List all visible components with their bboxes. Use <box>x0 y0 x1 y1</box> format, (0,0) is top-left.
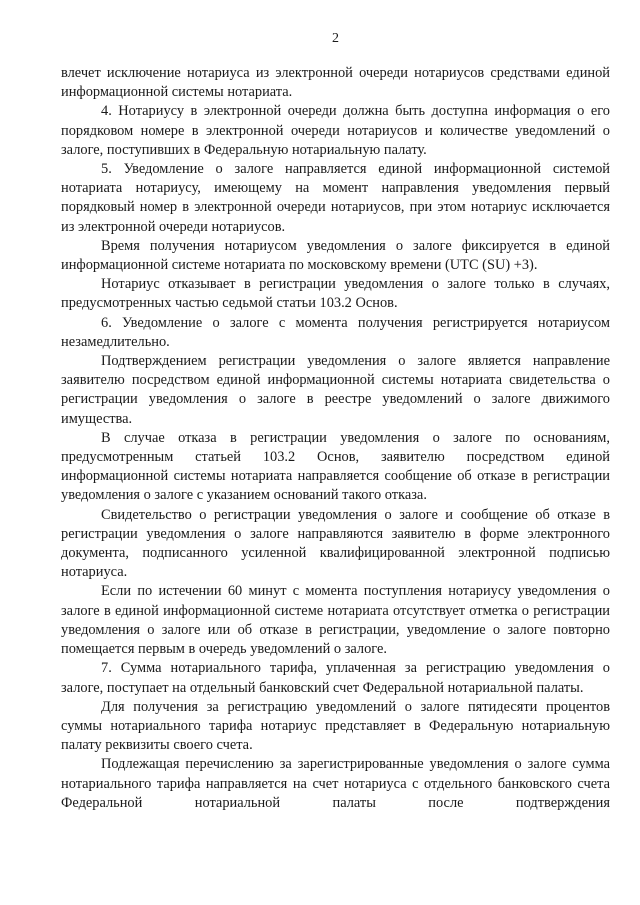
paragraph: Для получения за регистрацию уведомлений о залоге пятидесяти процентов суммы нотариального тарифа нотариус представляет в Федеральную нотариальную палату реквизиты своего счета. <box>61 698 610 754</box>
paragraph: 4. Нотариусу в электронной очереди должна быть доступна информация о его порядковом номере в электронной очереди нотариусов и количестве уведомлений о залоге, поступивших в Федеральную нотариальную палату. <box>61 103 610 158</box>
paragraph: Нотариус отказывает в регистрации уведомления о залоге только в случаях, предусмотренных частью седьмой статьи 103.2 Основ. <box>61 276 610 312</box>
page-number: 2 <box>332 31 339 46</box>
paragraph: Подтверждением регистрации уведомления о залоге является направление заявителю посредством единой информационной системы нотариата свидетельства о регистрации уведомления о залоге в реестре уведомлений о залоге движимого имущества. <box>61 353 610 427</box>
document-body <box>61 64 610 813</box>
paragraph: Время получения нотариусом уведомления о залоге фиксируется в единой информационной системе нотариата по московскому времени (UTC (SU) +3). <box>61 237 610 274</box>
paragraph: Если по истечении 60 минут с момента поступления нотариусу уведомления о залоге в единой информационной системе нотариата отсутствует отметка о регистрации уведомления о залоге или об отказе в регистрации, уведомление о залоге повторно помещается первым в очередь уведомлений о залоге. <box>61 583 610 658</box>
paragraph: 7. Сумма нотариального тарифа, уплаченная за регистрацию уведомления о залоге, поступает на отдельный банковский счет Федеральной нотариальной палаты. <box>61 660 610 696</box>
paragraph: В случае отказа в регистрации уведомления о залоге по основаниям, предусмотренным статьей 103.2 Основ, заявителю посредством единой информационной системы нотариата направляется сообщение об отказе в регистрации уведомления о залоге с указанием оснований такого отказа. <box>61 429 610 504</box>
paragraph: Свидетельство о регистрации уведомления о залоге и сообщение об отказе в регистрации уведомления о залоге направляются заявителю в форме электронного документа, подписанного усиленной квалифицированной электронной подписью нотариуса. <box>61 506 610 581</box>
paragraph: влечет исключение нотариуса из электронной очереди нотариусов средствами единой информационной системы нотариата. <box>61 65 610 101</box>
paragraph: 5. Уведомление о залоге направляется единой информационной системой нотариата нотариусу, имеющему на момент направления уведомления первый порядковый номер в электронной очереди нотариусов, при этом нотариус исключается из электронной очереди нотариусов. <box>61 161 610 235</box>
paragraph: 6. Уведомление о залоге с момента получения регистрируется нотариусом незамедлительно. <box>61 314 610 350</box>
paragraph: Подлежащая перечислению за зарегистрированные уведомления о залоге сумма нотариального тарифа направляется на счет нотариуса с отдельного банковского счета Федеральной нотариальной палаты после подтверждения <box>61 756 610 811</box>
